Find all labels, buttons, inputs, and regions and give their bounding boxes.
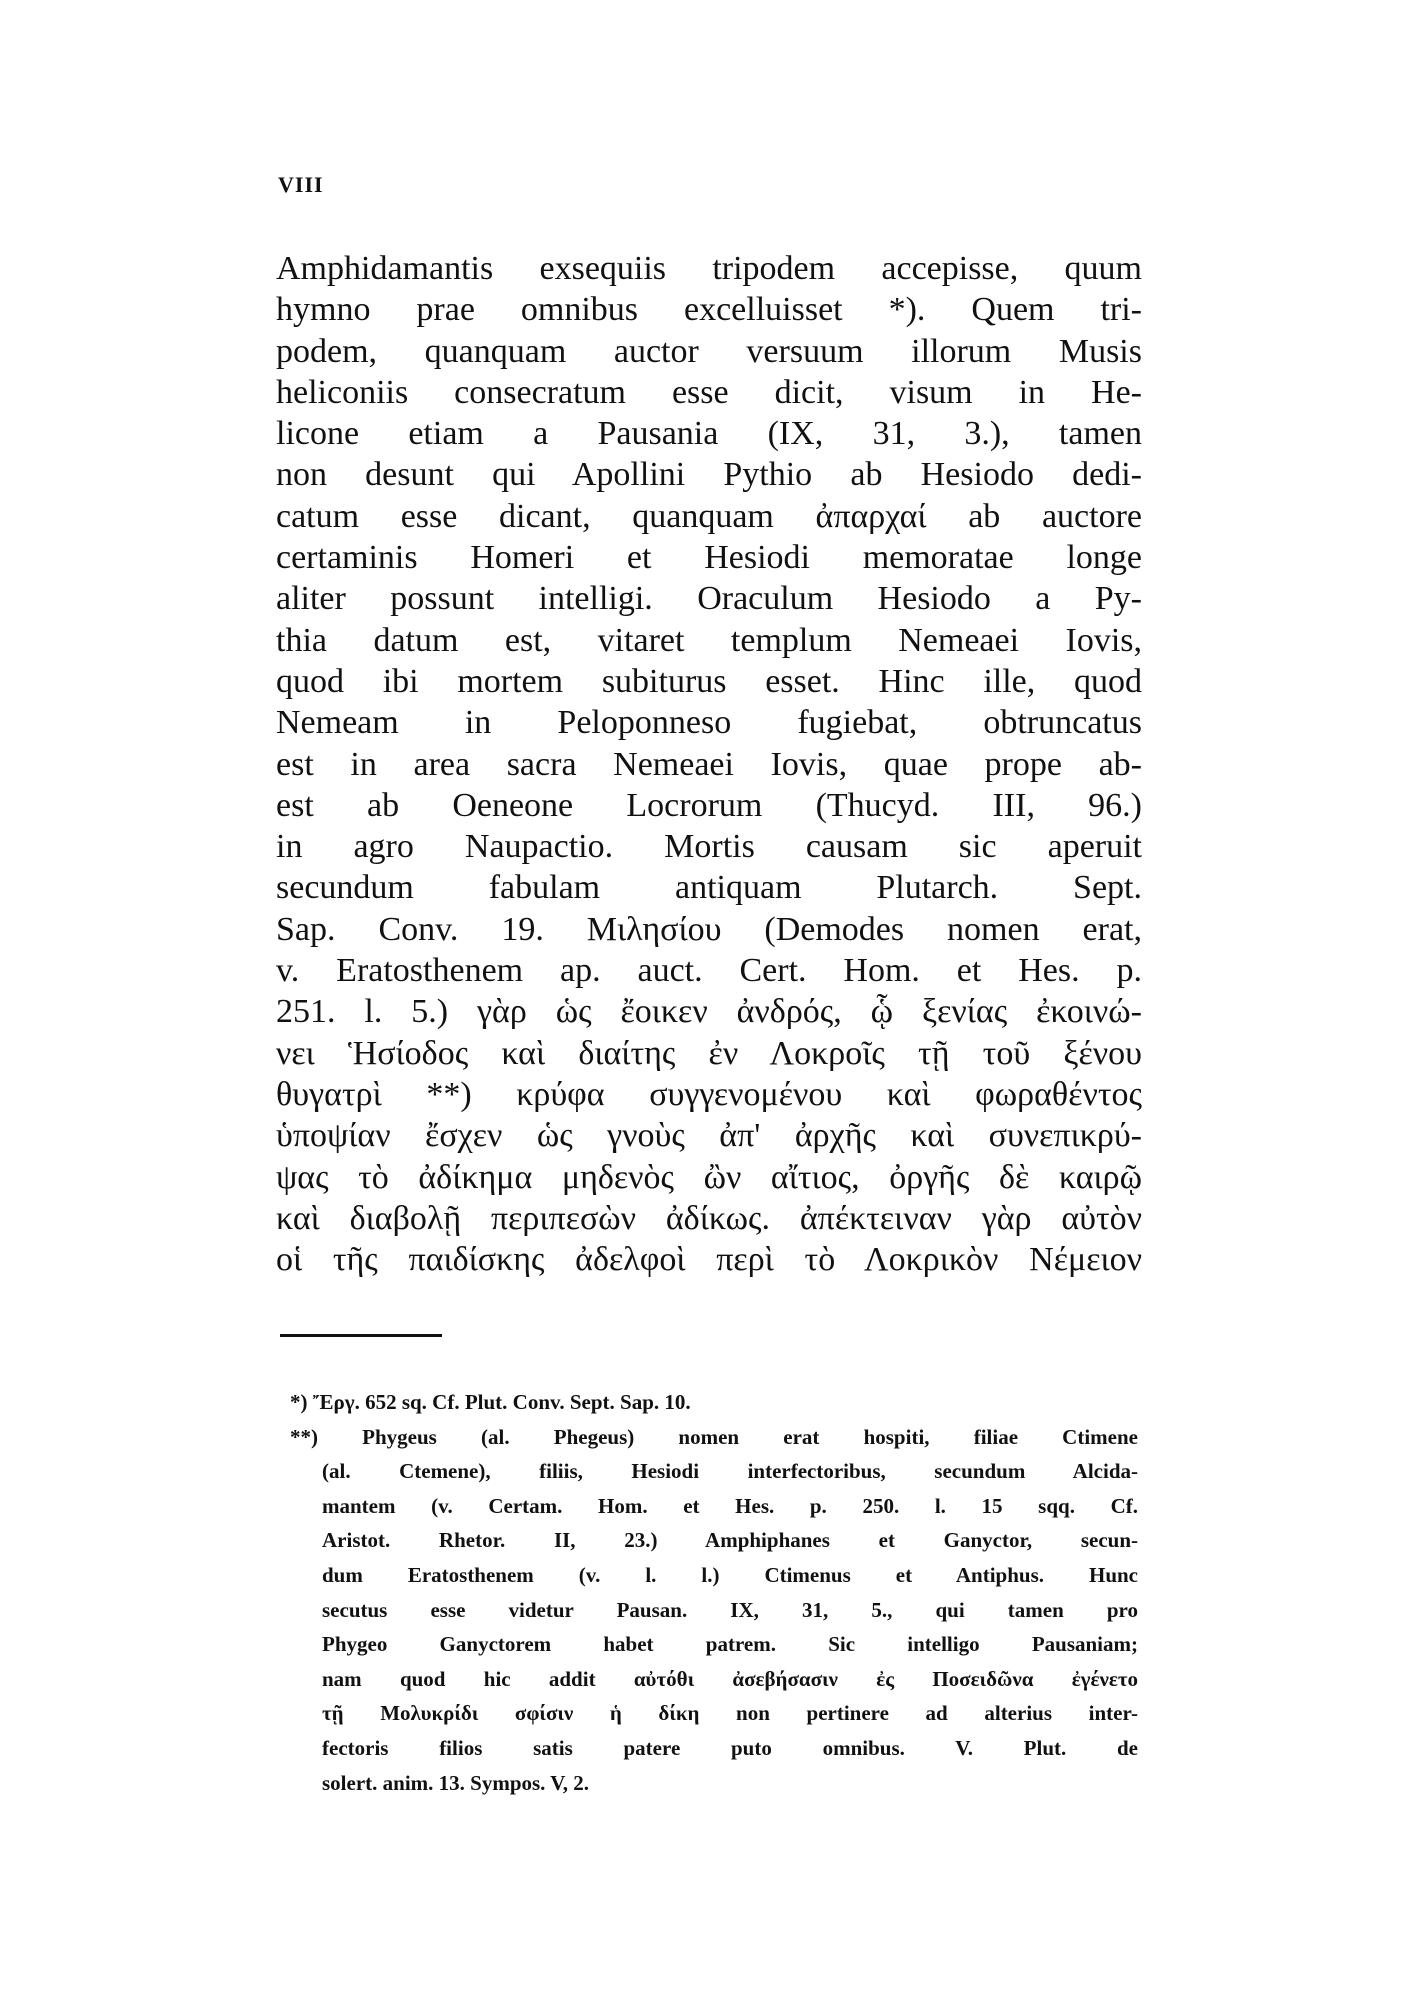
text-line: Sap. Conv. 19. Μιλησίου (Demodes nomen erat,	[276, 910, 1142, 948]
footnote-line: fectoris filios satis patere puto omnibus. V. Plut. de	[322, 1735, 1138, 1760]
footnote-line: dum Eratosthenem (v. l. l.) Ctimenus et Antiphus. Hunc	[322, 1562, 1138, 1587]
text-line: νει Ἡσίοδος καὶ διαίτης ἐν Λοκροῖς τῇ τοῦ ξένου	[276, 1034, 1142, 1072]
text-line: certaminis Homeri et Hesiodi memoratae longe	[276, 539, 1142, 577]
text-line: Amphidamantis exsequiis tripodem accepisse, quum	[276, 250, 1142, 287]
footnote-line: **) Phygeus (al. Phegeus) nomen erat hospiti, filiae Ctimene	[290, 1424, 1138, 1449]
text-line: Nemeam in Peloponneso fugiebat, obtruncatus	[276, 704, 1142, 742]
main-text	[276, 248, 1142, 1280]
footnotes	[290, 1385, 1138, 1800]
text-line: podem, quanquam auctor versuum illorum Musis	[276, 332, 1142, 370]
footnote-line: Aristot. Rhetor. II, 23.) Amphiphanes et Ganyctor, secun-	[322, 1528, 1138, 1553]
text-line: non desunt qui Apollini Pythio ab Hesiodo dedi-	[276, 456, 1142, 494]
text-line: est ab Oeneone Locrorum (Thucyd. III, 96.)	[276, 786, 1142, 824]
text-line: θυγατρὶ **) κρύφα συγγενομένου καὶ φωραθέντος	[276, 1075, 1142, 1113]
text-line: quod ibi mortem subiturus esset. Hinc ille, quod	[276, 662, 1142, 700]
footnote-line: nam quod hic addit αὐτόθι ἀσεβήσασιν ἐς Ποσειδῶνα ἐγένετο	[322, 1666, 1138, 1691]
footnote-line: solert. anim. 13. Sympos. V, 2.	[322, 1770, 590, 1795]
text-line: aliter possunt intelligi. Oraculum Hesiodo a Py-	[276, 580, 1142, 618]
text-line: thia datum est, vitaret templum Nemeaei Iovis,	[276, 621, 1142, 659]
footnote-line: secutus esse videtur Pausan. IX, 31, 5., qui tamen pro	[322, 1597, 1138, 1622]
text-line: ὑποψίαν ἔσχεν ὡς γνοὺς ἀπ' ἀρχῆς καὶ συνεπικρύ-	[276, 1117, 1142, 1155]
footnote-divider	[280, 1334, 442, 1337]
text-line: catum esse dicant, quanquam ἀπαρχαί ab auctore	[276, 497, 1142, 535]
footnote-line: mantem (v. Certam. Hom. et Hes. p. 250. l. 15 sqq. Cf.	[322, 1493, 1138, 1518]
text-line: heliconiis consecratum esse dicit, visum in He-	[276, 373, 1142, 411]
text-line: est in area sacra Nemeaei Iovis, quae prope ab-	[276, 745, 1142, 783]
text-line: hymno prae omnibus excelluisset *). Quem tri-	[276, 291, 1142, 329]
footnote-line: τῇ Μολυκρίδι σφίσιν ἡ δίκη non pertinere ad alterius inter-	[322, 1701, 1138, 1726]
text-line: licone etiam a Pausania (IX, 31, 3.), tamen	[276, 415, 1142, 453]
text-line: οἱ τῆς παιδίσκης ἀδελφοὶ περὶ τὸ Λοκρικὸν Νέμειον	[276, 1241, 1142, 1279]
text-line: v. Eratosthenem ap. auct. Cert. Hom. et Hes. p.	[276, 952, 1142, 990]
footnote-line: (al. Ctemene), filiis, Hesiodi interfectoribus, secundum Alcida-	[322, 1459, 1138, 1484]
text-line: καὶ διαβολῇ περιπεσὼν ἀδίκως. ἀπέκτειναν γὰρ αὐτὸν	[276, 1199, 1142, 1237]
text-line: secundum fabulam antiquam Plutarch. Sept.	[276, 869, 1142, 907]
text-line: ψας τὸ ἀδίκημα μηδενὸς ὢν αἴτιος, ὀργῆς δὲ καιρῷ	[276, 1158, 1142, 1196]
footnote-line: Phygeo Ganyctorem habet patrem. Sic intelligo Pausaniam;	[322, 1632, 1138, 1657]
text-line: in agro Naupactio. Mortis causam sic aperuit	[276, 828, 1142, 866]
text-line: 251. l. 5.) γὰρ ὡς ἔοικεν ἀνδρός, ᾧ ξενίας ἐκοινώ-	[276, 993, 1142, 1031]
footnote-line: *) Ἔργ. 652 sq. Cf. Plut. Conv. Sept. Sap. 10.	[290, 1390, 691, 1414]
page-number: VIII	[278, 172, 324, 197]
